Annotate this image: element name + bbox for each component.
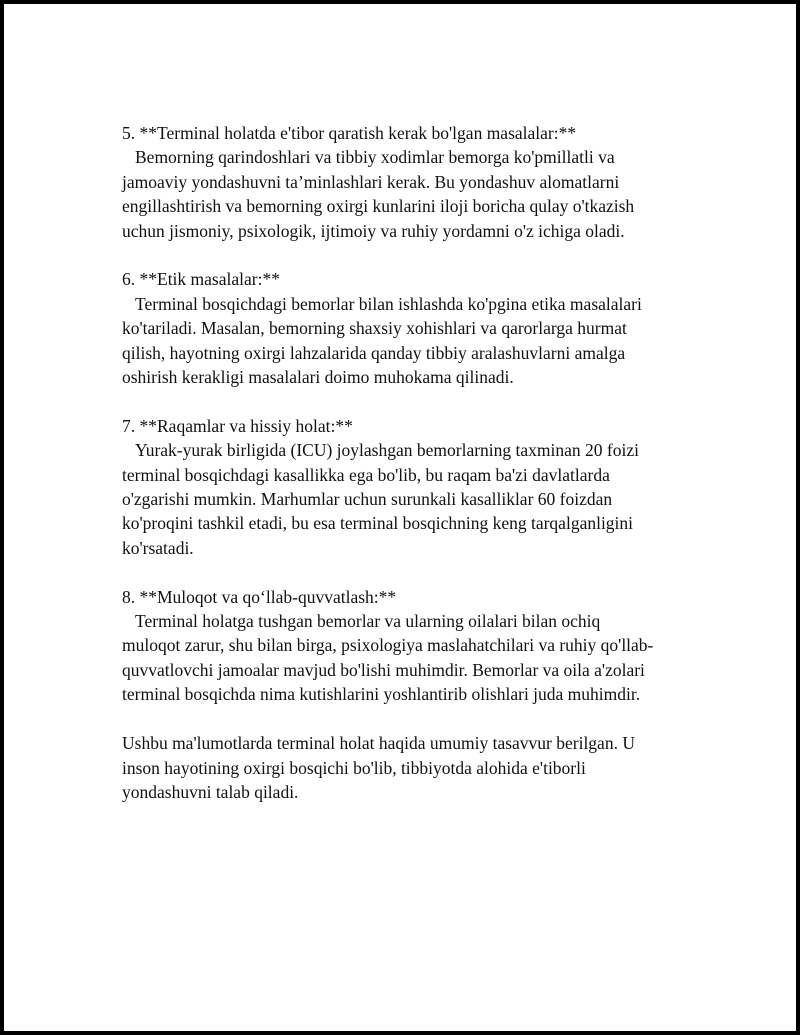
paragraph-line: quvvatlovchi jamoalar mavjud bo'lishi muhimdir. Bemorlar va oila a'zolari	[122, 659, 645, 680]
paragraph-line: oshirish kerakligi masalalari doimo muhokama qilinadi.	[122, 367, 514, 388]
paragraph-line: ko'proqini tashkil etadi, bu esa terminal bosqichning keng tarqalganligini	[122, 513, 634, 534]
paragraph-line: Terminal holatga tushgan bemorlar va ularning oilalari bilan ochiq	[135, 611, 601, 632]
paragraph-line: inson hayotining oxirgi bosqichi bo'lib, tibbiyotda alohida e'tiborli	[122, 757, 586, 778]
section-5	[122, 121, 702, 243]
paragraph-line: ko'rsatadi.	[122, 537, 194, 558]
section-heading: 5. **Terminal holatda e'tibor qaratish kerak bo'lgan masalalar:**	[122, 123, 577, 143]
section-heading: 8. **Muloqot va qo‘llab-quvvatlash:**	[122, 586, 397, 607]
paragraph-line: Terminal bosqichdagi bemorlar bilan ishlashda ko'pgina etika masalalari	[135, 293, 642, 314]
paragraph-line: terminal bosqichdagi kasallikka ega bo'lib, bu raqam ba'zi davlatlarda	[122, 464, 610, 485]
section-heading: 6. **Etik masalalar:**	[122, 269, 280, 290]
paragraph-line: qilish, hayotning oxirgi lahzalarida qanday tibbiy aralashuvlarni amalga	[122, 342, 626, 363]
paragraph-line: Yurak-yurak birligida (ICU) joylashgan bemorlarning taxminan 20 foizi	[135, 440, 639, 461]
section-8	[122, 585, 702, 707]
paragraph-line: muloqot zarur, shu bilan birga, psixologiya maslahatchilari va ruhiy qo'llab-	[122, 635, 654, 656]
paragraph-line: Ushbu ma'lumotlarda terminal holat haqida umumiy tasavvur berilgan. U	[122, 733, 635, 754]
section-6	[122, 267, 702, 389]
paragraph-line: o'zgarishi mumkin. Marhumlar uchun surunkali kasalliklar 60 foizdan	[122, 489, 613, 510]
section-7	[122, 414, 702, 560]
conclusion-paragraph	[122, 731, 702, 804]
paragraph-line: Bemorning qarindoshlari va tibbiy xodimlar bemorga ko'pmillatli va	[135, 147, 615, 168]
paragraph-line: ko'tariladi. Masalan, bemorning shaxsiy xohishlari va qarorlarga hurmat	[122, 318, 627, 339]
paragraph-line: yondashuvni talab qiladi.	[122, 781, 299, 802]
section-heading: 7. **Raqamlar va hissiy holat:**	[122, 415, 353, 436]
paragraph-line: terminal bosqichda nima kutishlarini yoshlantirib olishlari juda muhimdir.	[122, 684, 641, 705]
paragraph-line: engillashtirish va bemorning oxirgi kunlarini iloji boricha qulay o'tkazish	[122, 196, 635, 217]
document-body	[122, 121, 702, 829]
paragraph-line: uchun jismoniy, psixologik, ijtimoiy va ruhiy yordamni o'z ichiga oladi.	[122, 220, 625, 241]
paragraph-line: jamoaviy yondashuvni ta’minlashlari kerak. Bu yondashuv alomatlarni	[122, 171, 620, 192]
